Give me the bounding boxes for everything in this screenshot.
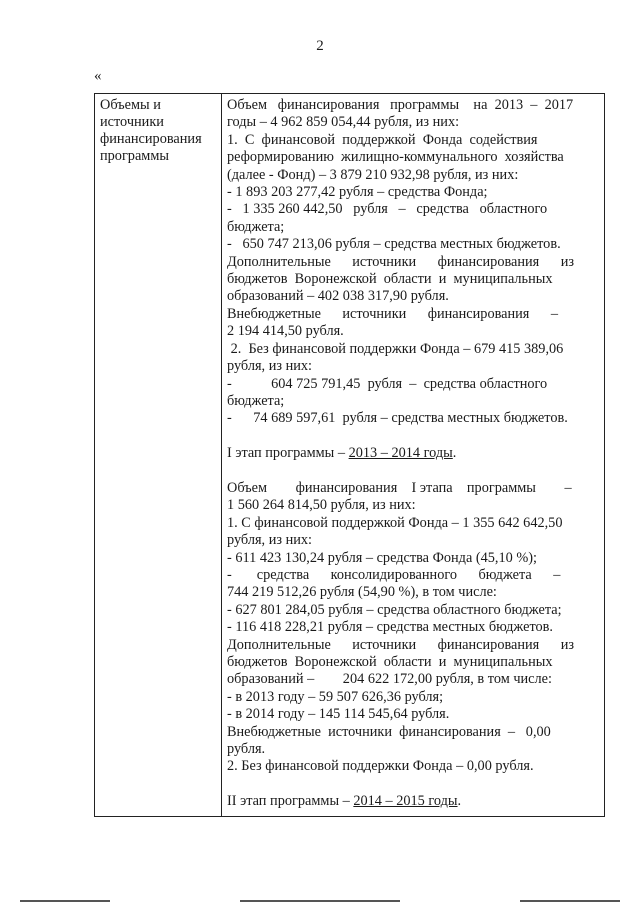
text-line: - 611 423 130,24 рубля – средства Фонда (45,10 %); [227,549,538,566]
text-line: - 1 893 203 277,42 рубля – средства Фонда; [227,184,488,201]
blank-line [227,428,596,445]
text-line: - 650 747 213,06 рубля – средства местных бюджетов. [227,236,561,253]
text-line: - средства консолидированного бюджета – [227,566,561,583]
text-line: 2. Без финансовой поддержки Фонда – 0,00 рубля. [227,758,534,775]
text-line: Дополнительные источники финансирования из [227,253,574,270]
stage-2-heading [227,793,596,810]
text-line: реформированию жилищно-коммунального хозяйства [227,149,564,166]
text-line: Внебюджетные источники финансирования – [227,305,558,322]
row-label-line: программы [100,148,170,164]
text-line: - в 2014 году – 145 114 545,64 рубля. [227,706,450,723]
text-line: Дополнительные источники финансирования из [227,636,574,653]
opening-quote: « [94,68,102,84]
text-line: образований – 204 622 172,00 рубля, в том числе: [227,671,552,688]
text-line: бюджета; [227,218,285,235]
text-line: бюджетов Воронежской области и муниципальных [227,271,553,288]
text-line: 1 560 264 814,50 рубля, из них: [227,497,416,514]
blank-line [227,463,596,480]
text-line: годы – 4 962 859 054,44 рубля, из них: [227,114,460,131]
stage-2-prefix: II этап программы – [227,793,354,810]
text-line: рубля. [227,741,266,757]
text-line: - 116 418 228,21 рубля – средства местных бюджетов. [227,619,553,636]
text-line: бюджета; [227,392,285,409]
text-line: 1. С финансовой поддержкой Фонда – 1 355 642 642,50 [227,514,563,531]
text-line: - в 2013 году – 59 507 626,36 рубля; [227,688,444,705]
text-line: (далее - Фонд) – 3 879 210 932,98 рубля, из них: [227,166,519,183]
stage-2-suffix: . [457,793,462,810]
stage-1-prefix: I этап программы – [227,445,349,462]
row-label-line: финансирования [100,131,202,147]
text-line: рубля, из них: [227,532,312,549]
text-line: бюджетов Воронежской области и муниципальных [227,653,553,670]
text-line: Объем финансирования программы на 2013 – 2017 [227,97,574,113]
text-line: рубля, из них: [227,358,312,375]
text-line: 2. Без финансовой поддержки Фонда – 679 415 389,06 [227,340,564,357]
blank-line [227,776,596,793]
text-line: образований – 402 038 317,90 рубля. [227,288,449,305]
text-line: 744 219 512,26 рубля (54,90 %), в том числе: [227,584,497,601]
row-label-line: Объемы и [100,97,161,113]
stage-1-heading [227,445,596,462]
text-line: 1. С финансовой поддержкой Фонда содействия [227,131,538,148]
row-label-line: источники [100,114,164,130]
text-line: Внебюджетные источники финансирования – 0,00 [227,723,551,740]
financing-table [94,93,605,817]
text-line: 2 194 414,50 рубля. [227,323,344,340]
page-number: 2 [316,38,324,54]
text-line: Объем финансирования I этапа программы – [227,479,572,496]
row-content-cell [222,94,604,816]
text-line: - 604 725 791,45 рубля – средства областного [227,375,548,392]
scan-edge-mark [0,898,640,902]
text-line: - 1 335 260 442,50 рубля – средства областного [227,201,548,218]
stage-1-suffix: . [452,445,457,462]
stage-1-years: 2013 – 2014 годы [348,445,453,462]
text-line: - 74 689 597,61 рубля – средства местных бюджетов. [227,410,568,427]
row-label-cell [95,94,222,816]
text-line: - 627 801 284,05 рубля – средства областного бюджета; [227,601,562,618]
stage-2-years: 2014 – 2015 годы [353,793,458,810]
